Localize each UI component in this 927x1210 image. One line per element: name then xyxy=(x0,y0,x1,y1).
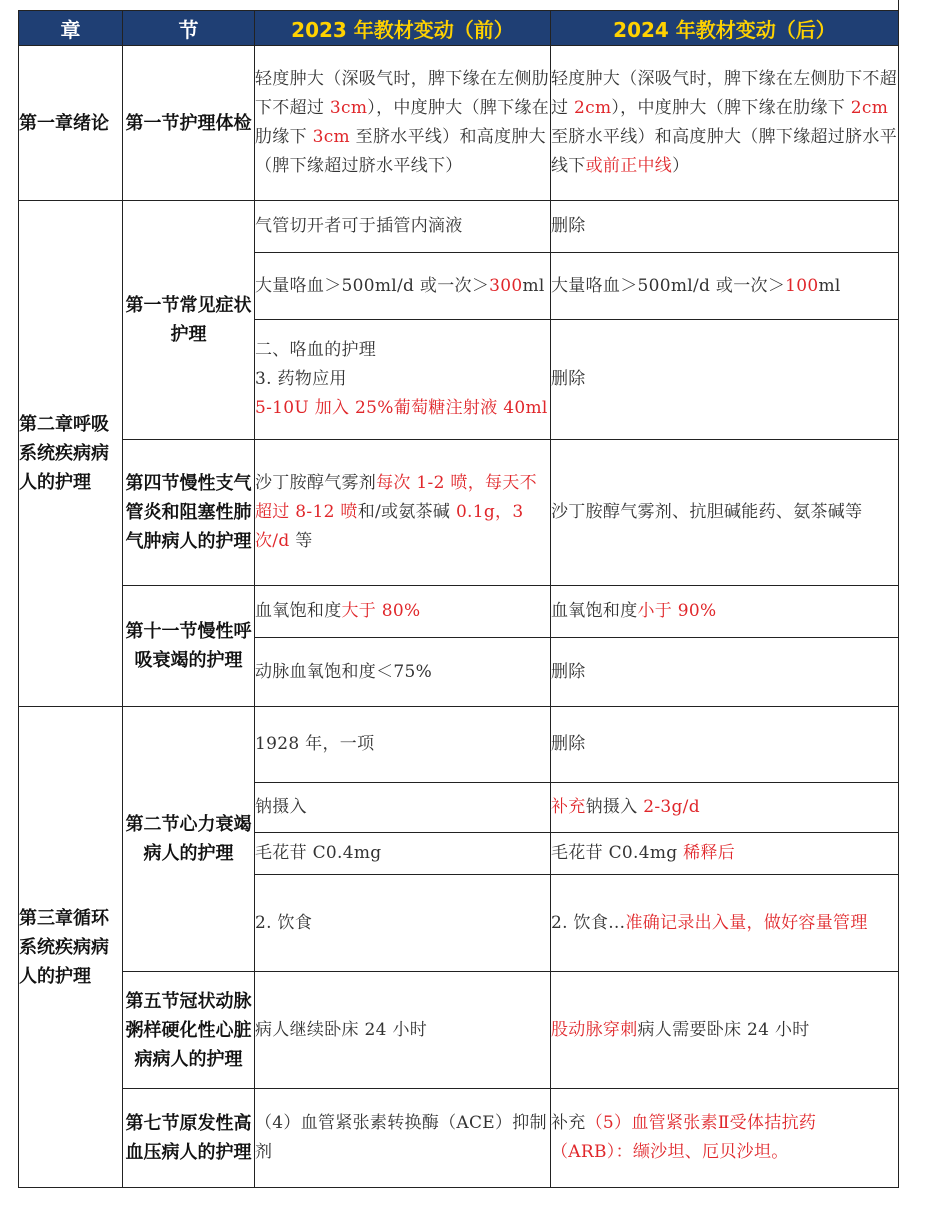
ch1-sec1-title: 第一节护理体检 xyxy=(123,46,255,201)
ch2-sec1-title: 第一节常见症状护理 xyxy=(123,201,255,440)
table-row xyxy=(19,440,899,586)
ch3-sec2-r2-before: 钠摄入 xyxy=(255,783,551,833)
ch3-sec7-title: 第七节原发性高血压病人的护理 xyxy=(123,1089,255,1188)
chapter-3-title: 第三章循环系统疾病病人的护理 xyxy=(19,707,123,1188)
ch3-sec5-after: 股动脉穿刺病人需要卧床 24 小时 xyxy=(551,972,899,1089)
header-row xyxy=(19,11,899,46)
header-section: 节 xyxy=(123,11,255,46)
ch2-sec11-r1-after: 血氧饱和度小于 90% xyxy=(551,586,899,638)
chapter-2-title: 第二章呼吸系统疾病病人的护理 xyxy=(19,201,123,707)
ch3-sec2-r2-after: 补充钠摄入 2-3g/d xyxy=(551,783,899,833)
ch1-sec1-after: 轻度肿大（深吸气时，脾下缘在左侧肋下不超过 2cm），中度肿大（脾下缘在肋缘下 2cm 至脐水平线）和高度肿大（脾下缘超过脐水平线下或前正中线） xyxy=(551,46,899,201)
ch3-sec2-r3-before: 毛花苷 C0.4mg xyxy=(255,833,551,875)
ch3-sec5-title: 第五节冠状动脉粥样硬化性心脏病病人的护理 xyxy=(123,972,255,1089)
table-row xyxy=(19,201,899,253)
header-before: 2023 年教材变动（前） xyxy=(255,11,551,46)
ch2-sec11-r1-before: 血氧饱和度大于 80% xyxy=(255,586,551,638)
ch3-sec7-before: （4）血管紧张素转换酶（ACE）抑制剂 xyxy=(255,1089,551,1188)
ch2-sec11-r2-before: 动脉血氧饱和度＜75% xyxy=(255,638,551,707)
ch2-sec1-r1-after: 删除 xyxy=(551,201,899,253)
table-row xyxy=(19,707,899,783)
ch2-sec1-r2-before: 大量咯血＞500ml/d 或一次＞300ml xyxy=(255,253,551,320)
ch2-sec11-title: 第十一节慢性呼吸衰竭的护理 xyxy=(123,586,255,707)
ch3-sec2-r4-after: 2. 饮食…准确记录出入量，做好容量管理 xyxy=(551,875,899,972)
ch2-sec11-r2-after: 删除 xyxy=(551,638,899,707)
table-row xyxy=(19,1089,899,1188)
header-chapter: 章 xyxy=(19,11,123,46)
chapter-1-title: 第一章绪论 xyxy=(19,46,123,201)
header-after: 2024 年教材变动（后） xyxy=(551,11,899,46)
ch3-sec2-r1-before: 1928 年，一项 xyxy=(255,707,551,783)
ch3-sec2-title: 第二节心力衰竭病人的护理 xyxy=(123,707,255,972)
page-edge-line xyxy=(898,0,899,10)
ch3-sec2-r3-after: 毛花苷 C0.4mg 稀释后 xyxy=(551,833,899,875)
ch1-sec1-before: 轻度肿大（深吸气时，脾下缘在左侧肋下不超过 3cm），中度肿大（脾下缘在肋缘下 3cm 至脐水平线）和高度肿大（脾下缘超过脐水平线下） xyxy=(255,46,551,201)
ch2-sec4-before: 沙丁胺醇气雾剂每次 1-2 喷，每天不超过 8-12 喷和/或氨茶碱 0.1g，3 次/d 等 xyxy=(255,440,551,586)
ch2-sec1-r2-after: 大量咯血＞500ml/d 或一次＞100ml xyxy=(551,253,899,320)
ch3-sec2-r4-before: 2. 饮食 xyxy=(255,875,551,972)
ch3-sec2-r1-after: 删除 xyxy=(551,707,899,783)
ch2-sec4-title: 第四节慢性支气管炎和阻塞性肺气肿病人的护理 xyxy=(123,440,255,586)
table-row xyxy=(19,972,899,1089)
ch2-sec1-r3-before: 二、咯血的护理 3. 药物应用 5-10U 加入 25%葡萄糖注射液 40ml xyxy=(255,320,551,440)
ch3-sec5-before: 病人继续卧床 24 小时 xyxy=(255,972,551,1089)
ch2-sec4-after: 沙丁胺醇气雾剂、抗胆碱能药、氨茶碱等 xyxy=(551,440,899,586)
textbook-changes-table xyxy=(18,10,899,1188)
ch3-sec7-after: 补充（5）血管紧张素Ⅱ受体拮抗药（ARB）：缬沙坦、厄贝沙坦。 xyxy=(551,1089,899,1188)
ch2-sec1-r3-after: 删除 xyxy=(551,320,899,440)
ch2-sec1-r1-before: 气管切开者可于插管内滴液 xyxy=(255,201,551,253)
table-row xyxy=(19,46,899,201)
table-row xyxy=(19,586,899,638)
